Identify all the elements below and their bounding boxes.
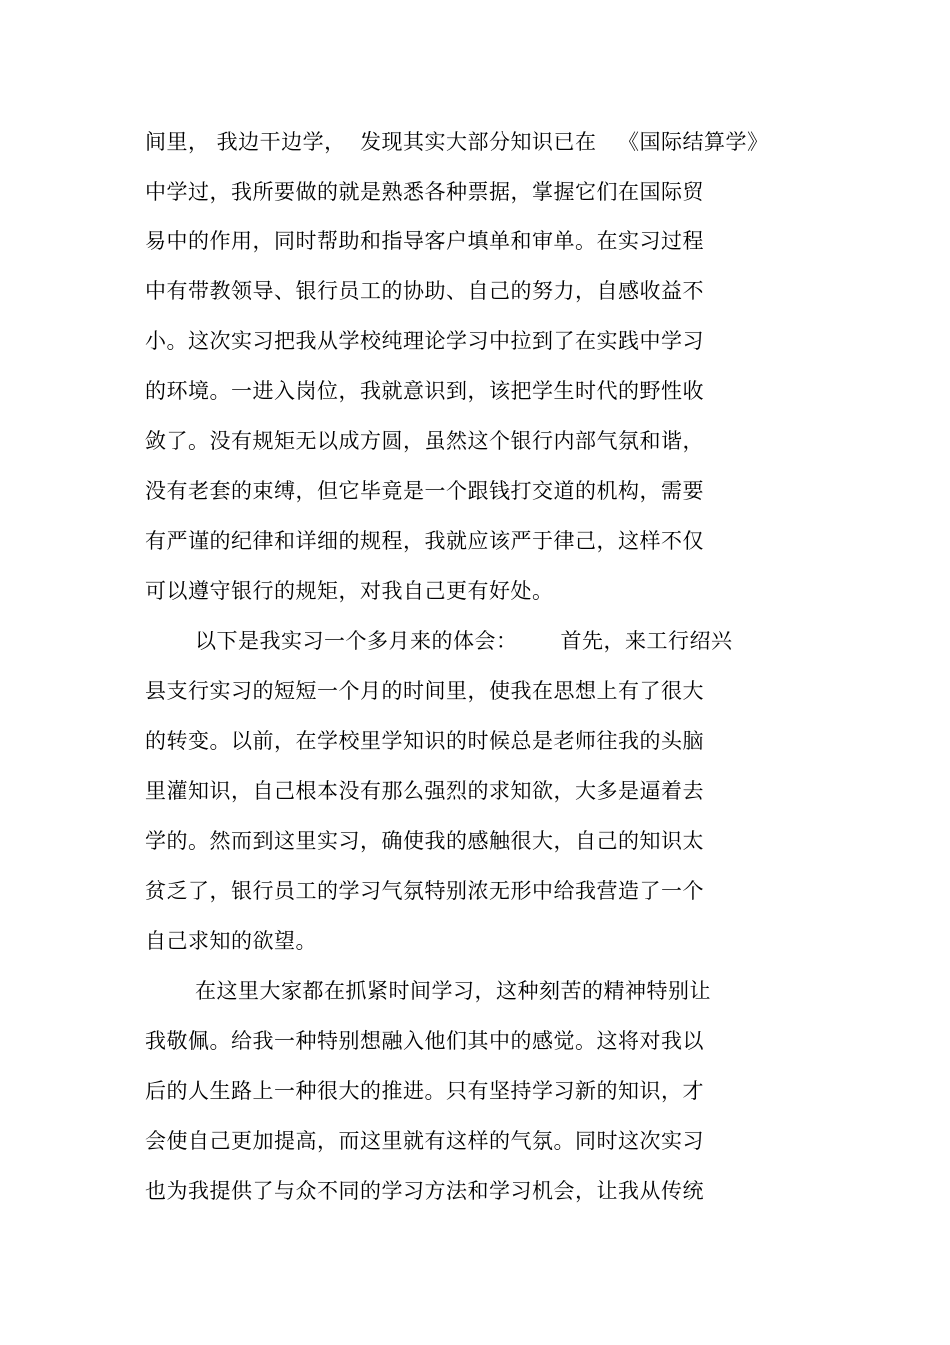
text-line: 没有老套的束缚，但它毕竟是一个跟钱打交道的机构，需要	[145, 479, 704, 503]
text-line: 敛了。没有规矩无以成方圆，虽然这个银行内部气氛和谐，	[145, 429, 704, 453]
text-line: 贫乏了，银行员工的学习气氛特别浓无形中给我营造了一个	[145, 879, 704, 903]
text-line: 我敬佩。给我一种特别想融入他们其中的感觉。这将对我以	[145, 1029, 704, 1053]
text-line: 会使自己更加提高，而这里就有这样的气氛。同时这次实习	[145, 1129, 704, 1153]
paragraph-first-line: 以下是我实习一个多月来的体会： 首先，来工行绍兴	[195, 629, 733, 653]
text-line: 县支行实习的短短一个月的时间里，使我在思想上有了很大	[145, 679, 704, 703]
text-line: 中学过，我所要做的就是熟悉各种票据，掌握它们在国际贸	[145, 180, 704, 204]
text-line: 里灌知识，自己根本没有那么强烈的求知欲，大多是逼着去	[145, 779, 704, 803]
text-line: 也为我提供了与众不同的学习方法和学习机会，让我从传统	[145, 1179, 704, 1203]
text-line: 中有带教领导、银行员工的协助、自己的努力，自感收益不	[145, 279, 704, 303]
text-line: 的转变。以前，在学校里学知识的时候总是老师往我的头脑	[145, 729, 704, 753]
text-line: 学的。然而到这里实习，确使我的感触很大，自己的知识太	[145, 829, 704, 853]
text-line: 可以遵守银行的规矩，对我自己更有好处。	[145, 579, 554, 603]
paragraph-first-line: 在这里大家都在抓紧时间学习，这种刻苦的精神特别让	[195, 979, 711, 1003]
text-line: 小。这次实习把我从学校纯理论学习中拉到了在实践中学习	[145, 329, 704, 353]
text-line: 后的人生路上一种很大的推进。只有坚持学习新的知识，才	[145, 1079, 704, 1103]
text-line: 自己求知的欲望。	[145, 929, 317, 953]
text-line: 有严谨的纪律和详细的规程，我就应该严于律己，这样不仅	[145, 529, 704, 553]
text-line: 易中的作用，同时帮助和指导客户填单和审单。在实习过程	[145, 229, 704, 253]
text-line: 的环境。一进入岗位，我就意识到，该把学生时代的野性收	[145, 379, 704, 403]
text-line: 间里， 我边干边学， 发现其实大部分知识已在 《国际结算学》	[145, 130, 769, 154]
